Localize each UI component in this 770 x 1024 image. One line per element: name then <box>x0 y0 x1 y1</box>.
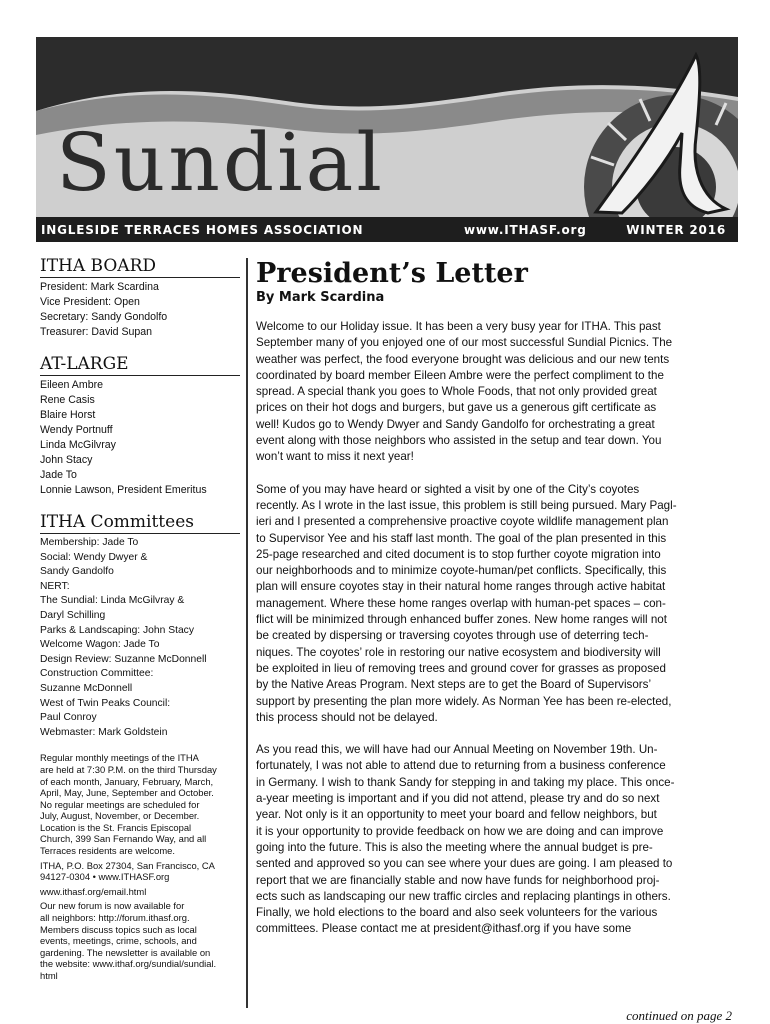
masthead-bar <box>36 217 738 242</box>
article-paragraph <box>256 482 718 726</box>
text-line: this process should not be delayed. <box>256 710 438 724</box>
list-item: The Sundial: Linda McGilvray & <box>40 595 185 607</box>
list-item: NERT: <box>40 580 70 592</box>
at-large-heading: AT-LARGE <box>40 354 240 376</box>
list-item: Suzanne McDonnell <box>40 682 133 694</box>
text-line: As you read this, we will have had our Annual Meeting on November 19th. Un- <box>256 743 658 757</box>
list-item: Secretary: Sandy Gondolfo <box>40 311 168 323</box>
board-heading: ITHA BOARD <box>40 256 240 278</box>
text-line: going into the future. This is also the meeting where the annual budget is pre- <box>256 840 653 854</box>
text-line: committees. Please contact me at president@ithasf.org if you have some <box>256 922 632 936</box>
article-paragraph <box>256 319 718 466</box>
text-line: support by presenting the plan more widely. As Norman Yee has been re-elected, <box>256 694 672 708</box>
meetings-line: Terraces residents are welcome. <box>40 845 175 857</box>
forum-line: gardening. The newsletter is available on <box>40 946 211 958</box>
website-link[interactable]: www.ITHASF.org <box>464 223 587 237</box>
text-line: 25-page researched and cited document is to stop further coyote migration into <box>256 547 661 561</box>
address-line: 94127-0304 • www.ITHASF.org <box>40 871 170 883</box>
text-line: sented and approved so you can see where your dues are going. I am pleased to <box>256 857 673 871</box>
continued-note: continued on page 2 <box>626 1008 732 1023</box>
meetings-line: are held at 7:30 P.M. on the third Thursday <box>40 763 217 775</box>
board-list <box>40 280 240 340</box>
meetings-line: Church, 399 San Fernando Way, and all <box>40 833 207 845</box>
text-line: Finally, we hold elections to the board and also seek volunteers for the various <box>256 906 658 920</box>
list-item: Blaire Horst <box>40 409 96 421</box>
text-line: be created by dispersing or traversing coyotes through use of deterring tech- <box>256 629 649 643</box>
text-line: our neighborhoods and to minimize coyote-human/pet conflicts. Specifically, this <box>256 564 667 578</box>
text-line: in Germany. I wish to thank Sandy for stepping in and taking my place. This once- <box>256 775 675 789</box>
committees-heading: ITHA Committees <box>40 512 240 534</box>
forum-line: Our new forum is now available for <box>40 900 185 912</box>
list-item: Design Review: Suzanne McDonnell <box>40 653 207 665</box>
at-large-list <box>40 378 240 498</box>
text-line: it is your opportunity to provide feedback on how we are doing and can improve <box>256 824 664 838</box>
text-line: September many of you enjoyed one of our most successful Sundial Picnics. The <box>256 336 673 350</box>
sidebar <box>40 256 240 985</box>
text-line: report that we are financially stable and now have funds for neighborhood proj- <box>256 873 660 887</box>
list-item: Daryl Schilling <box>40 609 106 621</box>
meetings-text <box>40 752 240 856</box>
list-item: Paul Conroy <box>40 712 97 724</box>
list-item: Social: Wendy Dwyer & <box>40 551 148 563</box>
text-line: fortunately, I was not able to attend due to returning from a business conference <box>256 759 666 773</box>
text-line: be exploited in lieu of removing trees and ground cover for grasses as proposed <box>256 661 666 675</box>
forum-line: the website: www.ithaf.org/sundial/sundial. <box>40 958 217 970</box>
forum-line: Members discuss topics such as local <box>40 923 197 935</box>
meetings-line: Regular monthly meetings of the ITHA <box>40 752 199 764</box>
list-item: Webmaster: Mark Goldstein <box>40 726 168 738</box>
list-item: Vice President: Open <box>40 296 140 308</box>
text-line: ieri and I presented a comprehensive proactive coyote wildlife management plan <box>256 515 669 529</box>
text-line: weather was perfect, the food everyone brought was delicious and our new tents <box>256 352 670 366</box>
masthead <box>36 37 738 242</box>
list-item: Membership: Jade To <box>40 537 139 548</box>
text-line: to Supervisor Yee and his staff last month. The goal of the plan presented in this <box>256 531 667 545</box>
meetings-info <box>40 752 240 981</box>
list-item: Rene Casis <box>40 394 95 406</box>
list-item: Wendy Portnuff <box>40 424 113 436</box>
text-line: Welcome to our Holiday issue. It has been a very busy year for ITHA. This past <box>256 320 661 333</box>
text-line: niques. The coyotes’ role in restoring our native ecosystem and biodiversity will <box>256 645 661 659</box>
text-line: recently. As I wrote in the last issue, this problem is still being pursued. Mary Pagl- <box>256 498 677 512</box>
list-item: Sandy Gandolfo <box>40 566 114 578</box>
list-item: Construction Committee: <box>40 668 154 680</box>
address-line: ITHA, P.O. Box 27304, San Francisco, CA <box>40 859 215 871</box>
article-headline: President’s Letter <box>256 258 528 289</box>
article <box>256 258 718 954</box>
article-paragraph <box>256 742 718 938</box>
text-line: ects such as landscaping our new traffic circles and replacing plantings in others. <box>256 889 671 903</box>
association-name: INGLESIDE TERRACES HOMES ASSOCIATION <box>41 223 364 237</box>
forum-line: events, meetings, crime, schools, and <box>40 935 197 947</box>
meetings-line: No regular meetings are scheduled for <box>40 798 200 810</box>
text-line: prices on their hot dogs and burgers, but gave us a generous gift certificate as <box>256 401 657 415</box>
text-line: won’t want to miss it next year! <box>256 450 414 464</box>
masthead-title: Sundial <box>56 116 385 209</box>
text-line: event along with those neighbors who assisted in the setup and tear down. You <box>256 434 662 448</box>
article-byline: By Mark Scardina <box>256 290 385 305</box>
email-link[interactable]: www.ithasf.org/email.html <box>40 885 147 897</box>
forum-line: html <box>40 970 58 981</box>
meetings-line: April, May, June, September and October. <box>40 787 214 799</box>
list-item: Treasurer: David Supan <box>40 326 153 338</box>
text-line: coordinated by board member Eileen Ambre were the perfect compliment to the <box>256 368 664 382</box>
text-line: well! Kudos go to Wendy Dwyer and Sandy Gandolfo for orchestrating a great <box>256 417 655 431</box>
list-item: President: Mark Scardina <box>40 281 159 293</box>
list-item: Welcome Wagon: Jade To <box>40 639 160 651</box>
list-item: West of Twin Peaks Council: <box>40 697 171 709</box>
forum-line: all neighbors: http://forum.ithasf.org. <box>40 912 190 924</box>
text-line: flict will be minimized through enhanced buffer zones. New home ranges will not <box>256 613 667 627</box>
text-line: management. Where these home ranges overlap with human-pet spaces – con- <box>256 596 666 610</box>
text-line: Some of you may have heard or sighted a visit by one of the City’s coyotes <box>256 482 640 496</box>
text-line: a-year meeting is important and if you did not attend, please try and do so next <box>256 792 660 806</box>
text-line: spread. A special thank you goes to Whole Foods, that not only provided great <box>256 385 657 399</box>
committees-list <box>40 536 240 740</box>
text-line: plan will ensure coyotes stay in their natural home ranges through active habitat <box>256 580 666 594</box>
meetings-line: July, August, November, or December. <box>40 810 200 822</box>
list-item: Linda McGilvray <box>40 439 116 451</box>
issue-label: WINTER 2016 <box>626 223 726 237</box>
address-text <box>40 860 240 883</box>
meetings-line: Location is the St. Francis Episcopal <box>40 821 192 833</box>
text-line: by the Native Areas Program. Next steps are to get the Board of Supervisors’ <box>256 678 652 692</box>
list-item: Parks & Landscaping: John Stacy <box>40 624 194 636</box>
forum-text <box>40 900 240 981</box>
list-item: Lonnie Lawson, President Emeritus <box>40 484 207 496</box>
list-item: John Stacy <box>40 454 93 466</box>
text-line: year. Not only is it an opportunity to meet your board and fellow neighbors, but <box>256 808 657 822</box>
list-item: Jade To <box>40 469 77 481</box>
meetings-line: of each month, January, February, March, <box>40 775 214 787</box>
column-divider <box>246 258 248 1008</box>
list-item: Eileen Ambre <box>40 379 104 391</box>
